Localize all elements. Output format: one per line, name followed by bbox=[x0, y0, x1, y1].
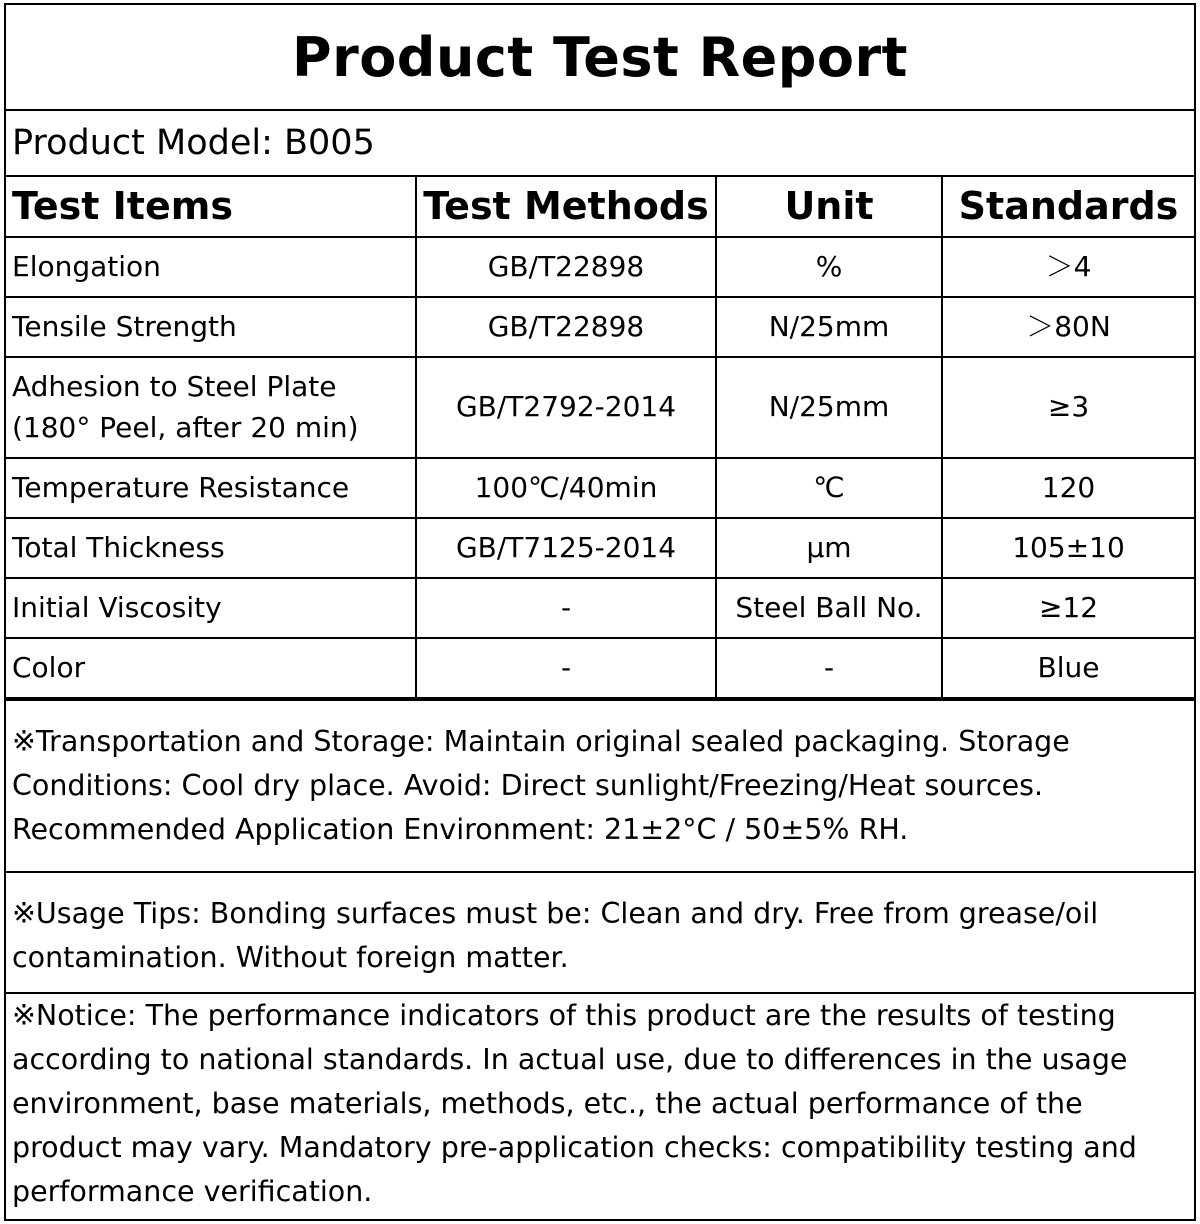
header-unit: Unit bbox=[716, 177, 942, 237]
table-row bbox=[6, 578, 1194, 638]
cell-item: Tensile Strength bbox=[6, 297, 416, 357]
cell-standard: ＞80N bbox=[942, 297, 1194, 357]
header-standards: Standards bbox=[942, 177, 1194, 237]
usage-tips-note: ※Usage Tips: Bonding surfaces must be: Clean and dry. Free from grease/oil contamination. Without foreign matter. bbox=[6, 871, 1194, 992]
cell-unit: % bbox=[716, 237, 942, 297]
table-row bbox=[6, 458, 1194, 518]
cell-unit: N/25mm bbox=[716, 357, 942, 458]
cell-unit: μm bbox=[716, 518, 942, 578]
table-row bbox=[6, 297, 1194, 357]
cell-method: GB/T2792-2014 bbox=[416, 357, 716, 458]
cell-method: - bbox=[416, 638, 716, 698]
table-row bbox=[6, 357, 1194, 458]
product-model: Product Model: B005 bbox=[6, 111, 1194, 177]
cell-method: GB/T7125-2014 bbox=[416, 518, 716, 578]
test-report-sheet bbox=[4, 3, 1196, 1221]
cell-standard: ≥3 bbox=[942, 357, 1194, 458]
cell-item: Temperature Resistance bbox=[6, 458, 416, 518]
cell-unit: ℃ bbox=[716, 458, 942, 518]
cell-method: - bbox=[416, 578, 716, 638]
cell-standard: 105±10 bbox=[942, 518, 1194, 578]
transport-storage-note: ※Transportation and Storage: Maintain original sealed packaging. Storage Conditions: Cool dry place. Avoid: Direct sunlight/Freezing/Heat sources. Recommended Application Environment: 21±2°C / 50±5% RH. bbox=[6, 699, 1194, 871]
table-row bbox=[6, 638, 1194, 698]
cell-standard: Blue bbox=[942, 638, 1194, 698]
cell-standard: 120 bbox=[942, 458, 1194, 518]
cell-item: Total Thickness bbox=[6, 518, 416, 578]
cell-item: Initial Viscosity bbox=[6, 578, 416, 638]
header-test-items: Test Items bbox=[6, 177, 416, 237]
cell-item: Color bbox=[6, 638, 416, 698]
table-row bbox=[6, 237, 1194, 297]
cell-item-line: (180° Peel, after 20 min) bbox=[12, 410, 359, 444]
cell-unit: N/25mm bbox=[716, 297, 942, 357]
report-title: Product Test Report bbox=[6, 5, 1194, 111]
table-row bbox=[6, 518, 1194, 578]
table-header-row bbox=[6, 177, 1194, 237]
cell-standard: ＞4 bbox=[942, 237, 1194, 297]
cell-unit: Steel Ball No. bbox=[716, 578, 942, 638]
cell-item bbox=[6, 357, 416, 458]
header-test-methods: Test Methods bbox=[416, 177, 716, 237]
cell-item-line: Adhesion to Steel Plate bbox=[12, 369, 337, 403]
cell-item: Elongation bbox=[6, 237, 416, 297]
cell-method: 100℃/40min bbox=[416, 458, 716, 518]
test-table bbox=[6, 177, 1194, 699]
notice-note: ※Notice: The performance indicators of this product are the results of testing according to national standards. In actual use, due to differences in the usage environment, base materials, methods, etc., the actual performance of the product may vary. Mandatory pre-application checks: compatibility testing and performance verification. bbox=[6, 992, 1194, 1214]
cell-method: GB/T22898 bbox=[416, 237, 716, 297]
cell-unit: - bbox=[716, 638, 942, 698]
cell-standard: ≥12 bbox=[942, 578, 1194, 638]
cell-method: GB/T22898 bbox=[416, 297, 716, 357]
